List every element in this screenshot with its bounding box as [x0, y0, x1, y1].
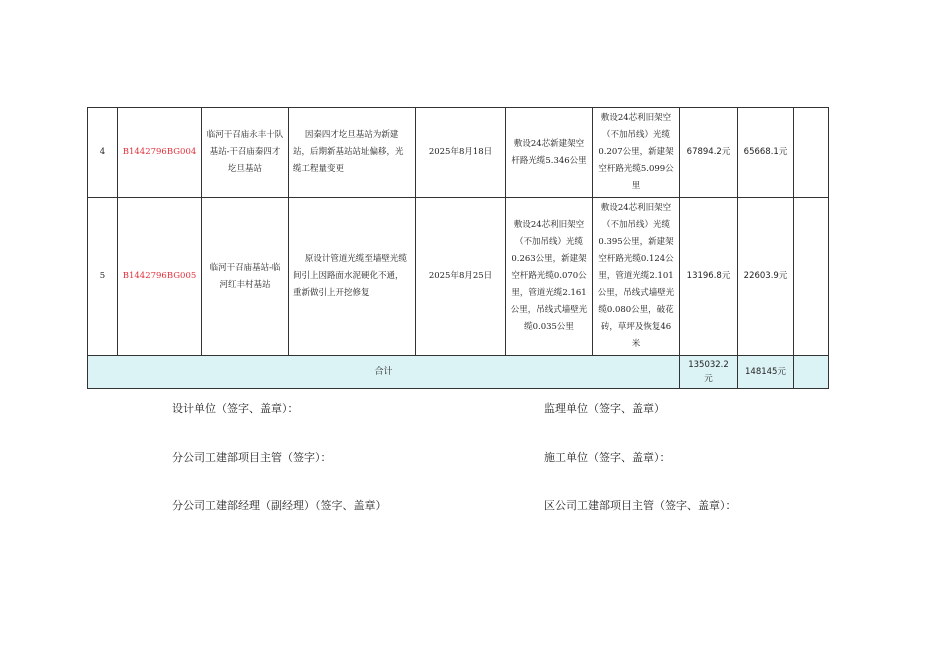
change-date: 2025年8月18日: [416, 108, 506, 198]
table-row: [88, 108, 829, 198]
remark-cell: [794, 198, 829, 356]
change-table: [87, 107, 829, 389]
change-reason: 原设计管道光缆至墙壁光缆间引上因路面水泥硬化不通，重新做引上开挖修复: [289, 198, 416, 356]
amount-after: 22603.9元: [738, 198, 794, 356]
original-work: 敷设24芯新建架空杆路光缆5.346公里: [506, 108, 593, 198]
amount-before: 13196.8元: [680, 198, 738, 356]
row-index: 4: [88, 108, 118, 198]
remark-cell: [794, 108, 829, 198]
project-code: B1442796BG004: [118, 108, 202, 198]
total-amount-after: 148145元: [738, 356, 794, 389]
total-label: 合计: [88, 356, 680, 389]
total-remark-cell: [794, 356, 829, 389]
change-reason: 因秦四才圪旦基站为新建站，后期新基站站址偏移，光缆工程量变更: [289, 108, 416, 198]
changed-work: 敷设24芯利旧架空（不加吊线）光缆0.207公里，新建架空杆路光缆5.099公里: [593, 108, 680, 198]
project-name: 临河干召庙基站-临河红丰村基站: [202, 198, 289, 356]
construction-unit-signature: 施工单位（签字、盖章）：: [544, 451, 671, 464]
branch-project-manager-signature: 分公司工建部项目主管（签字）：: [172, 451, 332, 464]
project-code: B1442796BG005: [118, 198, 202, 356]
project-name: 临河干召庙永丰十队基站-干召庙秦四才圪旦基站: [202, 108, 289, 198]
row-index: 5: [88, 198, 118, 356]
supervision-unit-signature: 监理单位（签字、盖章）: [544, 402, 665, 415]
changed-work: 敷设24芯利旧架空（不加吊线）光缆0.395公里，新建架空杆路光缆0.124公里，管道光缆2.101公里，吊线式墙壁光缆0.080公里，破花砖，草坪及恢复46米: [593, 198, 680, 356]
amount-before: 67894.2元: [680, 108, 738, 198]
change-date: 2025年8月25日: [416, 198, 506, 356]
table-row: [88, 198, 829, 356]
design-unit-signature: 设计单位（签字、盖章）：: [172, 402, 299, 415]
total-row: [88, 356, 829, 389]
original-work: 敷设24芯利旧架空（不加吊线）光缆0.263公里，新建架空杆路光缆0.070公里，管道光缆2.161公里，吊线式墙壁光缆0.035公里: [506, 198, 593, 356]
district-project-manager-signature: 区公司工建部项目主管（签字、盖章）：: [544, 499, 737, 512]
total-amount-before: 135032.2元: [680, 356, 738, 389]
amount-after: 65668.1元: [738, 108, 794, 198]
branch-manager-signature: 分公司工建部经理（副经理）（签字、盖章）: [172, 499, 387, 512]
